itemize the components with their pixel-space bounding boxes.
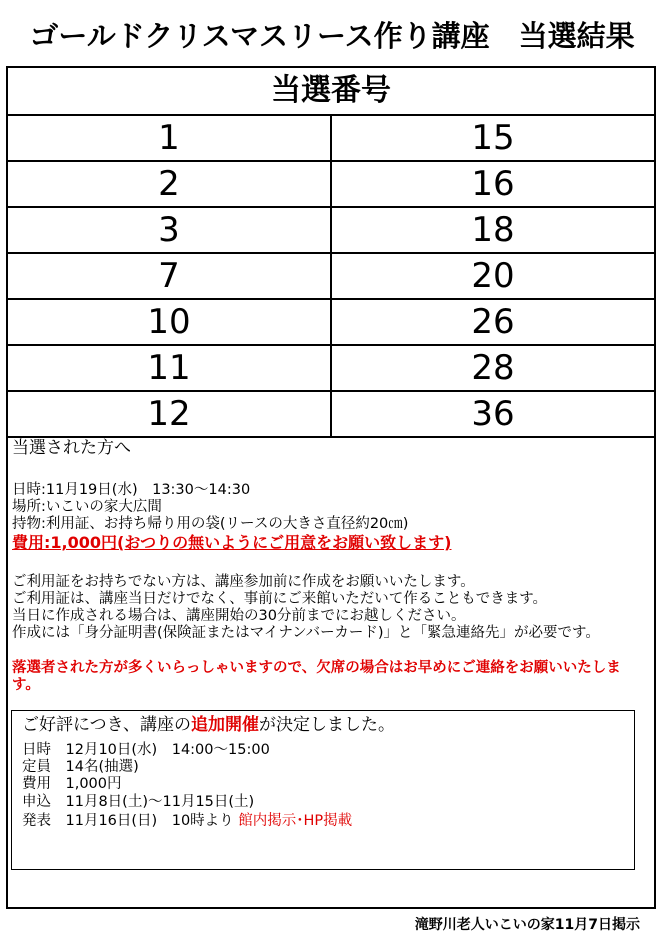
event-items: 持物:利用証、お持ち帰り用の袋(リースの大きさ直径約20㎝): [12, 516, 409, 532]
results-frame: [6, 66, 656, 909]
additional-capacity: 定員 14名(抽選): [22, 759, 139, 775]
additional-announce: [22, 813, 352, 830]
card-note: ご利用証は、講座当日だけでなく、事前にご来館いただいて作ることもできます。: [12, 591, 548, 607]
event-fee: 費用:1,000円(おつりの無いようにご用意をお願い致します): [12, 533, 452, 552]
table-header: 当選番号: [8, 68, 654, 116]
additional-apply: 申込 11月8日(土)〜11月15日(土): [22, 794, 255, 810]
additional-heading: [22, 717, 395, 734]
table-row: [8, 300, 654, 346]
winning-number-right: 18: [471, 210, 515, 250]
winning-number-left: 3: [8, 208, 332, 252]
card-note: ご利用証をお持ちでない方は、講座参加前に作成をお願いいたします。: [12, 574, 475, 590]
winners-heading: 当選された方へ: [12, 438, 131, 458]
winning-number-right: 16: [471, 164, 515, 204]
footer-note: 滝野川老人いこいの家11月7日掲示: [414, 917, 640, 933]
table-row: [8, 346, 654, 392]
winning-number-left: 12: [8, 392, 332, 436]
event-date: 日時:11月19日(水) 13:30〜14:30: [12, 482, 251, 498]
winning-number-right: 28: [471, 348, 515, 388]
additional-heading-highlight: 追加開催: [190, 715, 259, 735]
table-row: [8, 208, 654, 254]
table-row: [8, 254, 654, 300]
winning-number-left: 1: [8, 116, 332, 160]
event-place: 場所:いこいの家大広間: [12, 499, 162, 515]
page-title: ゴールドクリスマスリース作り講座 当選結果: [29, 19, 635, 53]
winning-number-right: 36: [471, 394, 515, 434]
additional-announce-highlight: 館内掲示･HP掲載: [238, 813, 353, 829]
additional-date: 日時 12月10日(水) 14:00〜15:00: [22, 742, 270, 758]
table-row: [8, 392, 654, 438]
winning-number-right: 15: [471, 118, 515, 158]
winning-number-left: 11: [8, 346, 332, 390]
card-note: 作成には「身分証明書(保険証またはマイナンバーカード)」と「緊急連絡先」が必要です。: [12, 625, 600, 641]
additional-heading-post: が決定しました。: [258, 715, 395, 735]
absence-notice: 落選者された方が多くいらっしゃいますので、欠席の場合はお早めにご連絡をお願いいたします。: [12, 660, 621, 693]
winning-number-left: 2: [8, 162, 332, 206]
additional-fee: 費用 1,000円: [22, 776, 122, 792]
winning-number-left: 10: [8, 300, 332, 344]
additional-session-box: [11, 710, 635, 870]
card-note: 当日に作成される場合は、講座開始の30分前までにお越しください。: [12, 608, 466, 624]
table-row: [8, 116, 654, 162]
winning-number-left: 7: [8, 254, 332, 298]
additional-heading-pre: ご好評につき、講座の: [22, 715, 191, 735]
winning-number-right: 26: [471, 302, 515, 342]
winning-number-right: 20: [471, 256, 515, 296]
table-row: [8, 162, 654, 208]
additional-announce-pre: 発表 11月16日(日) 10時より: [22, 813, 234, 829]
